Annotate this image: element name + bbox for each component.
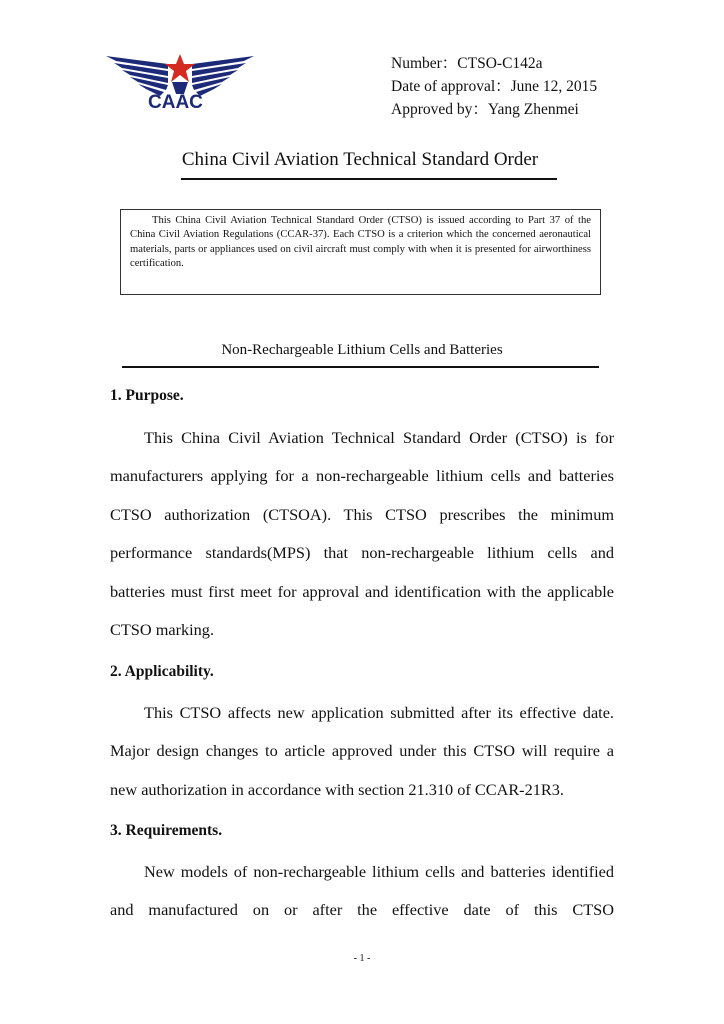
section-text-applicability — [110, 694, 614, 809]
approved-by: Approved by：Yang Zhenmei — [391, 101, 579, 118]
section-paragraph: This China Civil Aviation Technical Standard Order (CTSO) is for manufacturers applying for a non-rechargeable lithium cells and batteries CTSO authorization (CTSOA). This CTSO prescribes the minimum performance standards(MPS) that non-rechargeable lithium cells and batteries must first meet for approval and identification with the applicable CTSO marking. — [110, 428, 614, 640]
subject-underline — [122, 366, 599, 368]
title-underline — [181, 178, 557, 180]
section-heading-purpose: 1. Purpose. — [110, 387, 184, 404]
section-paragraph: New models of non-rechargeable lithium cells and batteries identified and manufactured on or after the effective date of this CTSO — [110, 862, 614, 920]
document-meta — [391, 52, 597, 121]
document-title — [0, 149, 724, 171]
section-text-purpose — [110, 419, 614, 649]
section-heading-applicability: 2. Applicability. — [110, 663, 214, 680]
page-number: - 1 - — [353, 953, 371, 964]
notice-text: This China Civil Aviation Technical Standard Order (CTSO) is issued according to Part 37 of the China Civil Aviation Regulations (CCAR-37). Each CTSO is a criterion which the concerned aeronautical materials, parts or appliances used on civil aircraft must comply with when it is presented for airworthiness certification. — [130, 215, 591, 270]
document-title-text: China Civil Aviation Technical Standard Order — [181, 149, 539, 170]
section-paragraph: This CTSO affects new application submitted after its effective date. Major design changes to article approved under this CTSO will require a new authorization in accordance with section 21.310 of CCAR-21R3. — [110, 703, 614, 799]
document-number: Number：CTSO-C142a — [391, 55, 543, 72]
section-heading-requirements: 3. Requirements. — [110, 822, 223, 839]
approval-date: Date of approval：June 12, 2015 — [391, 78, 598, 95]
caac-logo-text: CAAC — [148, 92, 203, 113]
notice-box — [120, 209, 601, 295]
section-text-requirements — [110, 853, 614, 930]
subject-title: Non-Rechargeable Lithium Cells and Batteries — [221, 342, 503, 358]
